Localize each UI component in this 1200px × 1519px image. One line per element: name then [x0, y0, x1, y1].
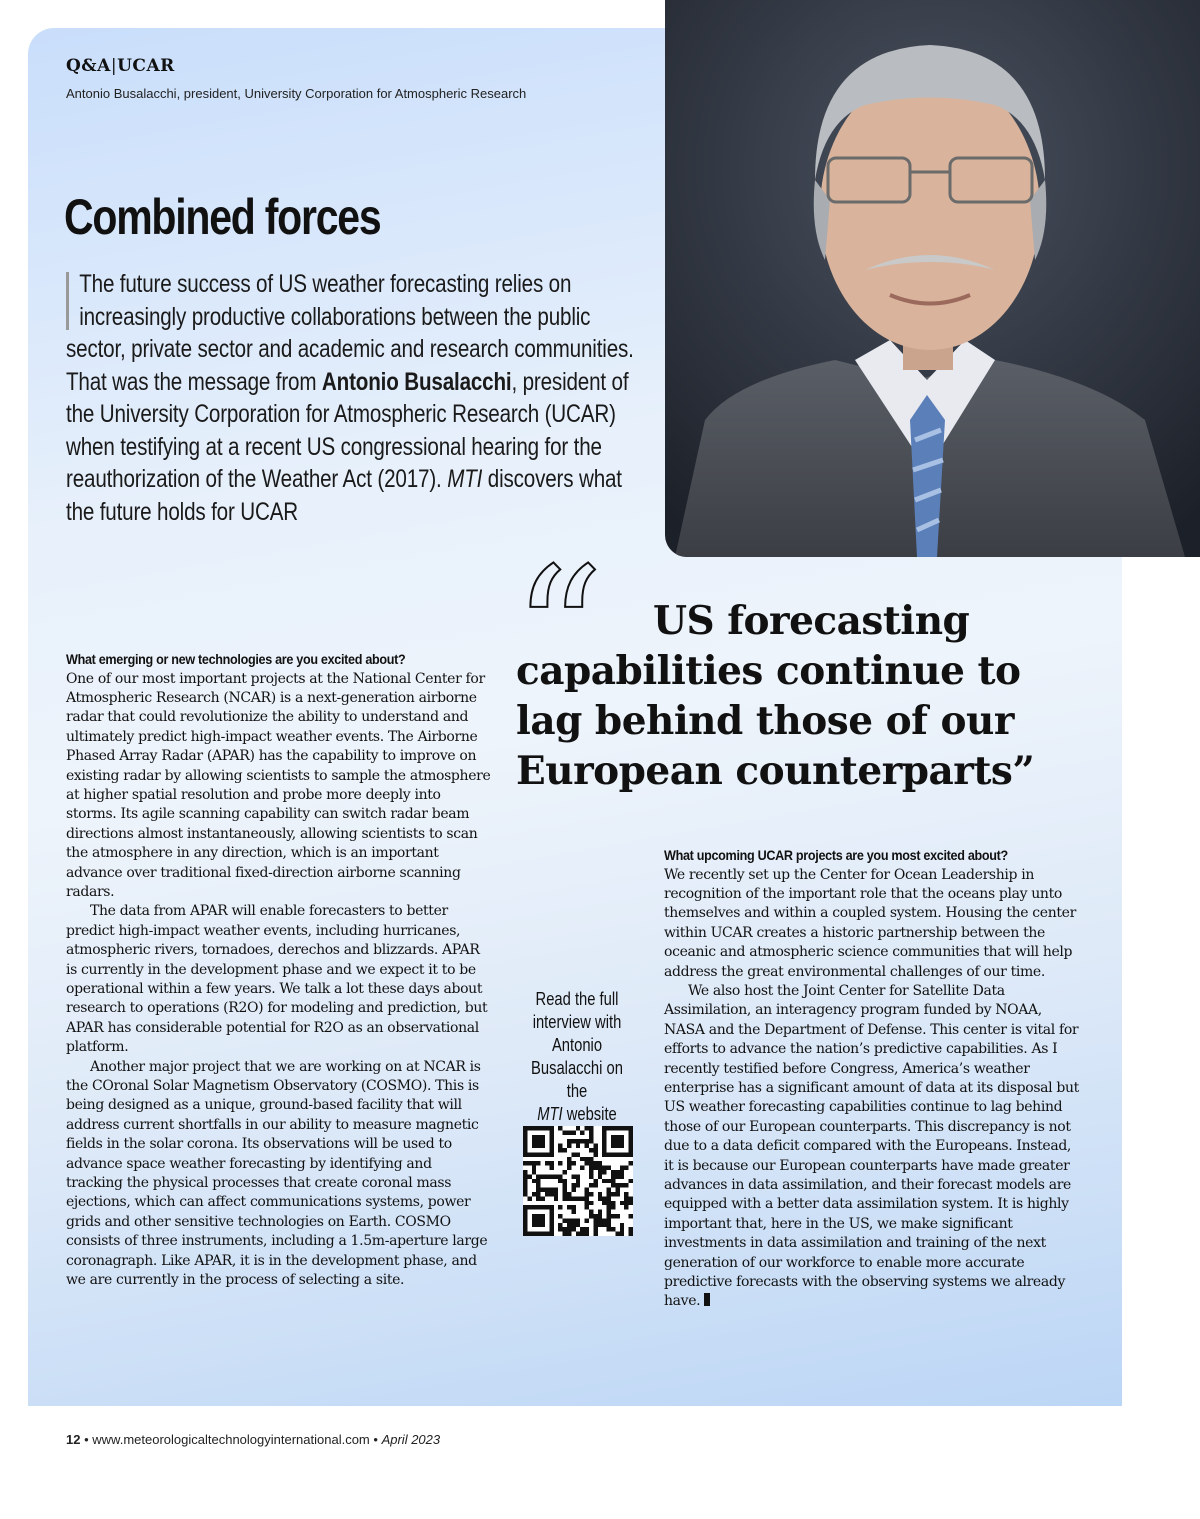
quote-mark-icon: “	[512, 530, 605, 739]
paragraph: One of our most important projects at the National Center for Atmospheric Research (NCAR) is a next-generation airborne radar that could revolutionize the ability to understand and ultimately predict high-impact weather events. The Airborne Phased Array Radar (APAR) has the capability to improve on existing radar by allowing scientists to sample the atmosphere at higher spatial resolution and probe more deeply into storms. Its agile scanning capability can switch radar beam directions almost instantaneously, allowing scientists to scan the atmosphere in any direction, which is an important advance over traditional fixed-direction airborne scanning radars.	[66, 670, 491, 900]
paragraph: We recently set up the Center for Ocean Leadership in recognition of the important role that the oceans play unto themselves and within a coupled system. Housing the center within UCAR creates a historic partnership between the oceanic and atmospheric science communities that will help address the great environmental challenges of our time.	[664, 866, 1076, 980]
issue-date: April 2023	[381, 1432, 441, 1447]
paragraph: We also host the Joint Center for Satellite Data Assimilation, an interagency program funded by NOAA, NASA and the Department of Defense. This center is vital for efforts to advance the nation’s predictive capabilities. As I recently testified before Congress, America’s weather enterprise has a significant amount of data at its disposal but US weather forecasting capabilities continue to lag behind those of our European counterparts. This discrepancy is not due to a data deficit compared with the Europeans. Instead, it is because our European counterparts have made greater advances in data assimilation, and their forecast models are equipped with a better data assimilation system. It is highly important that, here in the US, we make significant investments in data assimilation and training of the next generation of our workforce to enable more accurate predictive forecasts with the observing systems we already have.	[664, 982, 1079, 1310]
website-url[interactable]: www.meteorologicaltechnologyinternational.com	[92, 1432, 370, 1447]
question-heading: What upcoming UCAR projects are you most excited about?	[664, 847, 1008, 863]
page-footer: 12 • www.meteorologicaltechnologyinternational.com • April 2023	[66, 1432, 441, 1447]
qr-code-icon[interactable]	[523, 1126, 633, 1236]
paragraph: Another major project that we are working on at NCAR is the COronal Solar Magnetism Observatory (COSMO). This is being designed as a unique, ground-based facility that will address current shortfalls in our ability to measure magnetic fields in the solar corona. Its observations will be used to advance space weather forecasting by identifying and tracking the physical processes that create coronal mass ejections, which can affect communications systems, power grids and other sensitive technologies on Earth. COSMO consists of three instruments, including a 1.5m-aperture large coronagraph. Like APAR, it is in the development phase, and we are currently in the process of selecting a site.	[66, 1058, 488, 1289]
article-column-left	[66, 650, 491, 1291]
pull-quote: US forecasting capabilities continue to lag behind those of our European counterparts”	[516, 598, 1035, 794]
paragraph: The data from APAR will enable forecasters to better predict high-impact weather events, including hurricanes, atmospheric rivers, tornadoes, derechos and blizzards. APAR is currently in the development phase and we expect it to be operational within a few years. We talk a lot these days about research to operations (R2O) for modeling and prediction, but APAR has considerable potential for R2O as an observational platform.	[66, 903, 488, 1056]
end-mark-icon	[704, 1293, 710, 1306]
read-more-callout: Read the full interview with Antonio Busalacchi on the MTI website	[531, 989, 623, 1124]
headline: Combined forces	[64, 189, 381, 245]
article-column-right	[664, 846, 1084, 1312]
byline: Antonio Busalacchi, president, University Corporation for Atmospheric Research	[66, 86, 527, 101]
section-tag: Q&A|UCAR	[66, 56, 175, 76]
intro-standfirst: The future success of US weather forecasting relies on increasingly productive collaborations between the public sector, private sector and academic and research communities. That was the message from Antonio Busalacchi, president of the University Corporation for Atmospheric Research (UCAR) when testifying at a recent US congressional hearing for the reauthorization of the Weather Act (2017). MTI discovers what the future holds for UCAR	[66, 270, 634, 526]
portrait-photo	[665, 0, 1200, 557]
interviewee-name: Antonio Busalacchi	[321, 367, 512, 396]
question-heading: What emerging or new technologies are you excited about?	[66, 651, 406, 667]
page-number: 12	[66, 1432, 81, 1447]
